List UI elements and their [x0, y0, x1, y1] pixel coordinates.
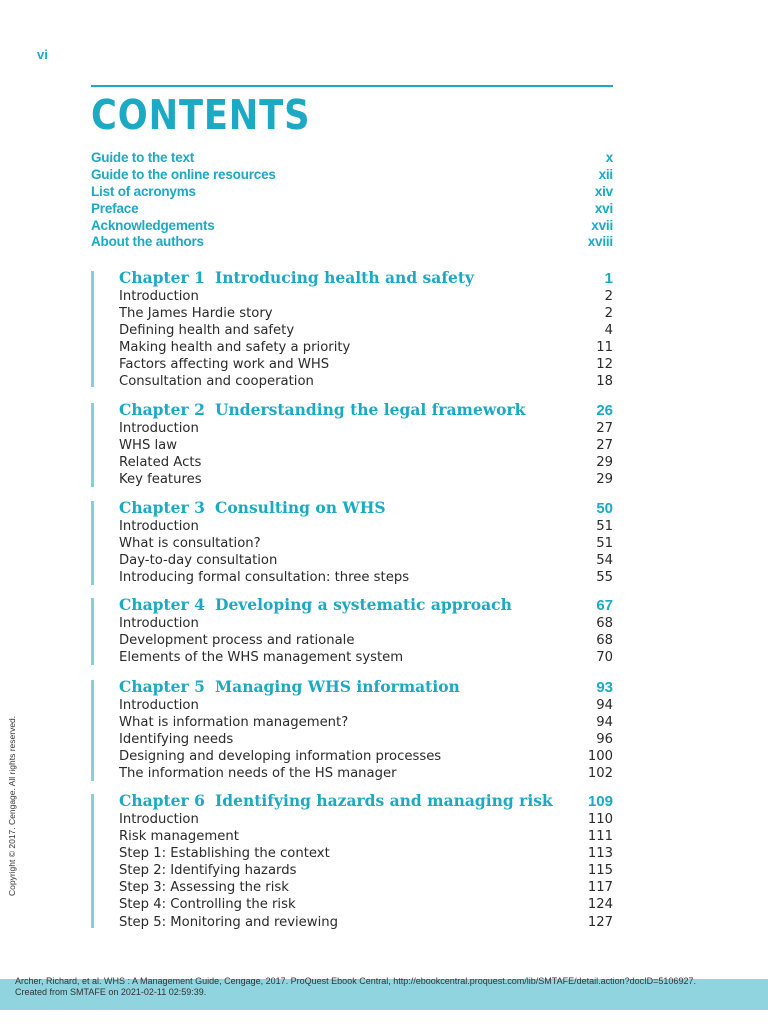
section-item[interactable]: [119, 420, 613, 437]
front-matter-label: About the authors: [91, 234, 204, 250]
section-label: Step 4: Controlling the risk: [119, 897, 296, 913]
section-label: Making health and safety a priority: [119, 340, 351, 356]
section-label: Day-to-day consultation: [119, 553, 278, 569]
section-list: [119, 697, 613, 782]
section-list: [119, 615, 613, 666]
chapter-bar: [91, 794, 94, 928]
chapter-bar: [91, 598, 94, 665]
section-label: Identifying needs: [119, 732, 234, 748]
section-item[interactable]: [119, 697, 613, 714]
chapter-bar: [91, 403, 94, 487]
section-page: 51: [596, 536, 613, 552]
chapter-number: Chapter 3: [119, 498, 205, 517]
front-matter-label: Guide to the text: [91, 150, 195, 165]
section-item[interactable]: [119, 569, 613, 586]
chapter-title: Understanding the legal framework: [215, 400, 526, 419]
section-item[interactable]: [119, 811, 613, 828]
section-page: 94: [596, 715, 613, 731]
chapter-page: 93: [596, 679, 613, 696]
section-page: 55: [596, 570, 613, 586]
section-item[interactable]: [119, 879, 613, 896]
section-label: Introduction: [119, 812, 199, 827]
front-matter-label: Preface: [91, 200, 139, 216]
section-page: 12: [596, 357, 613, 373]
section-page: 113: [587, 846, 613, 862]
section-item[interactable]: [119, 914, 613, 931]
front-matter-item[interactable]: [91, 234, 613, 251]
front-matter-page: xii: [598, 166, 613, 182]
section-label: Designing and developing information processes: [119, 749, 442, 765]
section-page: 115: [587, 863, 613, 879]
footer-citation: [15, 976, 696, 998]
chapter-number: Chapter 6: [119, 791, 205, 810]
chapter-number: Chapter 2: [119, 400, 205, 419]
section-label: Consultation and cooperation: [119, 374, 314, 390]
section-page: 102: [587, 766, 613, 782]
front-matter-item[interactable]: [91, 167, 613, 184]
chapter-heading[interactable]: [119, 791, 613, 811]
front-matter-label: List of acronyms: [91, 183, 196, 199]
section-page: 124: [587, 897, 613, 913]
section-page: 111: [587, 829, 613, 845]
section-item[interactable]: [119, 649, 613, 666]
footer-citation-line[interactable]: Archer, Richard, et al. WHS : A Management Guide, Cengage, 2017. ProQuest Ebook Central, http://ebookcentral.proquest.com/lib/SMTAFE/detail.action?docID=5106927.: [15, 976, 696, 986]
chapter-bar: [91, 501, 94, 585]
chapter-bar: [91, 680, 94, 781]
section-label: Introduction: [119, 519, 199, 534]
section-label: What is information management?: [119, 715, 349, 731]
section-item[interactable]: [119, 896, 613, 913]
section-label: Development process and rationale: [119, 633, 355, 649]
section-item[interactable]: [119, 828, 613, 845]
section-list: [119, 518, 613, 586]
section-item[interactable]: [119, 356, 613, 373]
section-label: Defining health and safety: [119, 323, 295, 339]
front-matter-item[interactable]: [91, 150, 613, 167]
section-label: Introduction: [119, 698, 199, 713]
chapter-title: Developing a systematic approach: [215, 595, 512, 614]
chapter-page: 109: [587, 793, 613, 810]
title-rule: [91, 85, 613, 87]
section-item[interactable]: [119, 748, 613, 765]
front-matter-page: x: [605, 150, 613, 165]
section-page: 4: [604, 323, 613, 339]
section-label: Introduction: [119, 421, 199, 436]
section-item[interactable]: [119, 454, 613, 471]
section-item[interactable]: [119, 288, 613, 305]
section-label: The James Hardie story: [119, 306, 273, 322]
section-item[interactable]: [119, 765, 613, 782]
chapter-title: Consulting on WHS: [215, 498, 386, 517]
chapter-page: 67: [596, 597, 613, 614]
chapter-title: Introducing health and safety: [215, 268, 475, 287]
section-page: 29: [596, 472, 613, 488]
front-matter-page: xvi: [594, 200, 613, 216]
section-item[interactable]: [119, 845, 613, 862]
section-label: Introduction: [119, 289, 199, 304]
chapter-heading[interactable]: [119, 595, 613, 615]
chapter-title: Identifying hazards and managing risk: [215, 791, 553, 810]
section-page: 54: [596, 553, 613, 569]
section-page: 68: [596, 633, 613, 649]
section-page: 96: [596, 732, 613, 748]
section-list: [119, 420, 613, 488]
section-item[interactable]: [119, 552, 613, 569]
section-item[interactable]: [119, 373, 613, 390]
section-label: WHS law: [119, 438, 178, 454]
section-item[interactable]: [119, 615, 613, 632]
section-page: 127: [587, 914, 613, 930]
front-matter-item[interactable]: [91, 201, 613, 218]
chapter-number: Chapter 1: [119, 268, 205, 287]
section-label: Introducing formal consultation: three steps: [119, 570, 410, 586]
section-item[interactable]: [119, 714, 613, 731]
footer-created-line: Created from SMTAFE on 2021-02-11 02:59:39.: [15, 987, 207, 997]
chapter-heading[interactable]: [119, 677, 613, 697]
section-page: 27: [596, 438, 613, 454]
section-item[interactable]: [119, 632, 613, 649]
section-label: What is consultation?: [119, 536, 261, 552]
front-matter-item[interactable]: [91, 184, 613, 201]
section-page: 117: [587, 880, 613, 896]
front-matter-label: Guide to the online resources: [91, 166, 276, 182]
section-page: 29: [596, 455, 613, 471]
section-page: 18: [596, 374, 613, 390]
chapter-title: Managing WHS information: [215, 677, 460, 696]
chapter-number: Chapter 4: [119, 595, 205, 614]
section-label: Factors affecting work and WHS: [119, 357, 330, 373]
section-label: The information needs of the HS manager: [119, 766, 397, 782]
section-item[interactable]: [119, 862, 613, 879]
section-page: 110: [587, 812, 613, 827]
chapter-bar: [91, 271, 94, 387]
section-list: [119, 811, 613, 931]
section-item[interactable]: [119, 518, 613, 535]
section-item[interactable]: [119, 305, 613, 322]
front-matter-label: Acknowledgements: [91, 217, 215, 233]
section-label: Step 1: Establishing the context: [119, 846, 330, 862]
section-item[interactable]: [119, 731, 613, 748]
section-label: Related Acts: [119, 455, 202, 471]
copyright-notice: Copyright © 2017. Cengage. All rights reserved.: [7, 715, 17, 896]
section-label: Risk management: [119, 829, 239, 845]
section-item[interactable]: [119, 535, 613, 552]
section-page: 11: [596, 340, 613, 356]
section-label: Step 5: Monitoring and reviewing: [119, 914, 338, 930]
section-label: Elements of the WHS management system: [119, 650, 404, 666]
section-item[interactable]: [119, 437, 613, 454]
section-label: Introduction: [119, 616, 199, 631]
front-matter-page: xvii: [591, 217, 613, 233]
chapter-heading[interactable]: [119, 498, 613, 518]
front-matter-item[interactable]: [91, 218, 613, 235]
front-matter-page: xiv: [594, 183, 613, 199]
chapter-page: 1: [604, 270, 613, 287]
section-page: 68: [596, 616, 613, 631]
section-page: 27: [596, 421, 613, 436]
chapter-page: 26: [596, 402, 613, 419]
section-item[interactable]: [119, 471, 613, 488]
section-page: 2: [604, 289, 613, 304]
chapter-heading[interactable]: [119, 268, 613, 288]
section-label: Key features: [119, 472, 202, 488]
section-item[interactable]: [119, 322, 613, 339]
section-page: 94: [596, 698, 613, 713]
section-page: 70: [596, 650, 613, 666]
page-title: CONTENTS: [91, 91, 311, 139]
section-page: 100: [587, 749, 613, 765]
section-label: Step 3: Assessing the risk: [119, 880, 289, 896]
front-matter-list: [91, 150, 613, 251]
section-list: [119, 288, 613, 391]
section-page: 2: [604, 306, 613, 322]
section-page: 51: [596, 519, 613, 534]
section-item[interactable]: [119, 339, 613, 356]
front-matter-page: xviii: [587, 234, 613, 250]
page-number: vi: [37, 47, 48, 62]
chapter-number: Chapter 5: [119, 677, 205, 696]
chapter-page: 50: [596, 500, 613, 517]
chapter-heading[interactable]: [119, 400, 613, 420]
section-label: Step 2: Identifying hazards: [119, 863, 297, 879]
